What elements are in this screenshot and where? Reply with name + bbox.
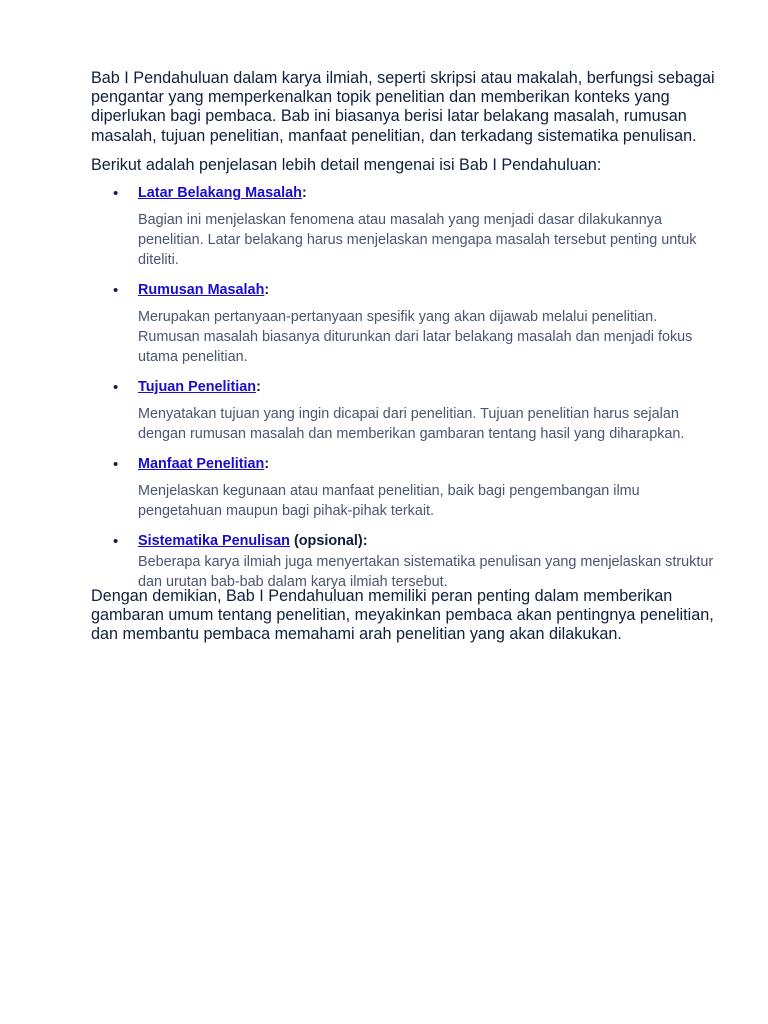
item-description: Menjelaskan kegunaan atau manfaat penelitian, baik bagi pengembangan ilmu pengetahuan maupun bagi pihak-pihak terkait. bbox=[138, 483, 640, 520]
item-heading bbox=[138, 184, 721, 203]
item-heading bbox=[138, 378, 721, 397]
bullet-icon: • bbox=[113, 282, 119, 300]
item-heading-suffix: (opsional): bbox=[289, 533, 368, 550]
item-heading-suffix: : bbox=[256, 379, 261, 396]
item-description: Merupakan pertanyaan-pertanyaan spesifik yang akan dijawab melalui penelitian. Rumusan masalah biasanya diturunkan dari latar belakang masalah dan menjadi fokus utama penelitian. bbox=[138, 309, 693, 366]
link-tujuan-penelitian[interactable]: Tujuan Penelitian bbox=[138, 379, 257, 396]
item-heading bbox=[138, 532, 721, 551]
document-page bbox=[91, 69, 721, 645]
closing-paragraph: Dengan demikian, Bab I Pendahuluan memiliki peran penting dalam memberikan gambaran umum tentang penelitian, meyakinkan pembaca akan pentingnya penelitian, dan membantu pembaca memahami arah penelitian yang akan dilakukan. bbox=[91, 587, 714, 644]
link-manfaat-penelitian[interactable]: Manfaat Penelitian bbox=[138, 456, 265, 473]
item-description: Beberapa karya ilmiah juga menyertakan sistematika penulisan yang menjelaskan struktur dan urutan bab-bab dalam karya ilmiah tersebut. bbox=[138, 554, 714, 591]
bullet-icon: • bbox=[113, 379, 119, 397]
list-item-sistematika-penulisan bbox=[91, 532, 721, 592]
item-heading bbox=[138, 455, 721, 474]
list-item-rumusan-masalah bbox=[91, 281, 721, 367]
intro-paragraph: Bab I Pendahuluan dalam karya ilmiah, seperti skripsi atau makalah, berfungsi sebagai pengantar yang memperkenalkan topik penelitian dan memberikan konteks yang diperlukan bagi pembaca. Bab ini biasanya berisi latar belakang masalah, rumusan masalah, tujuan penelitian, manfaat penelitian, dan terkadang sistematika penulisan. bbox=[91, 69, 715, 145]
item-description: Menyatakan tujuan yang ingin dicapai dari penelitian. Tujuan penelitian harus sejalan dengan rumusan masalah dan memberikan gambaran tentang hasil yang diharapkan. bbox=[138, 406, 685, 443]
list-lead-paragraph: Berikut adalah penjelasan lebih detail mengenai isi Bab I Pendahuluan: bbox=[91, 155, 602, 174]
item-heading-suffix: : bbox=[264, 282, 270, 299]
list-item-tujuan-penelitian bbox=[91, 378, 721, 444]
bullet-icon: • bbox=[113, 185, 119, 203]
list-item-manfaat-penelitian bbox=[91, 455, 721, 521]
bullet-icon: • bbox=[113, 456, 119, 474]
link-latar-belakang-masalah[interactable]: Latar Belakang Masalah bbox=[138, 185, 302, 202]
list-item-latar-belakang bbox=[91, 184, 721, 270]
link-rumusan-masalah[interactable]: Rumusan Masalah bbox=[138, 282, 265, 299]
link-sistematika-penulisan[interactable]: Sistematika Penulisan bbox=[138, 533, 290, 550]
item-heading-suffix: : bbox=[264, 456, 270, 473]
content-list bbox=[91, 184, 721, 592]
bullet-icon: • bbox=[113, 533, 119, 551]
item-heading-suffix: : bbox=[301, 185, 307, 202]
item-heading bbox=[138, 281, 721, 300]
item-description: Bagian ini menjelaskan fenomena atau masalah yang menjadi dasar dilakukannya penelitian. Latar belakang harus menjelaskan mengapa masalah tersebut penting untuk diteliti. bbox=[138, 212, 697, 269]
